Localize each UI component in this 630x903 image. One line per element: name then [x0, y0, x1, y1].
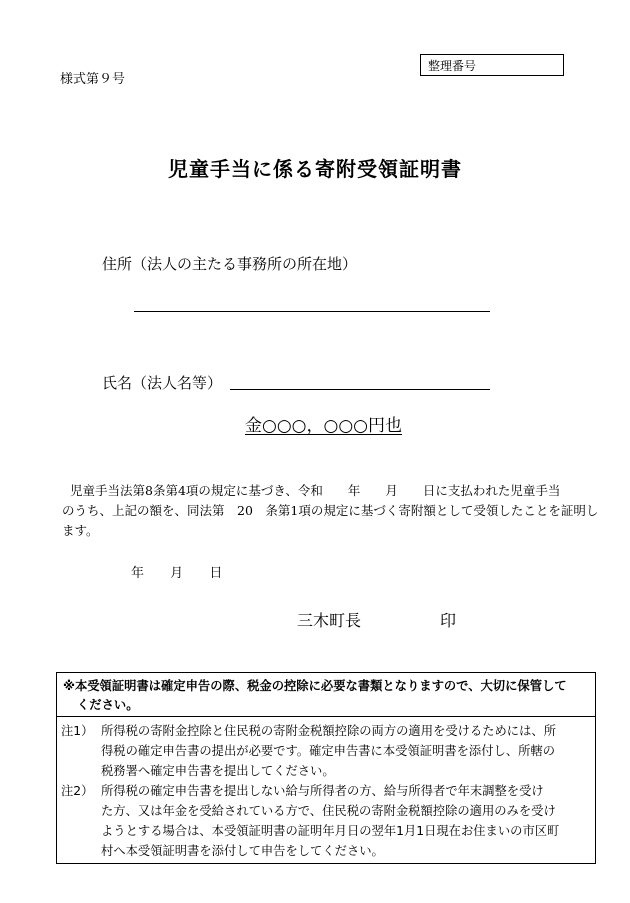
note-line: 税務署へ確定申告書を提出してください。	[101, 764, 335, 778]
notice-heading	[57, 673, 595, 717]
date-day: 日	[209, 566, 223, 581]
notes-box	[56, 672, 596, 864]
note-line: ようとする場合は、本受領証明書の証明年月日の翌年1月1日現在お住まいの市区町	[101, 824, 560, 838]
note-line: た方、又は年金を受給されている方で、住民税の寄附金税額控除の適用のみを受け	[101, 804, 556, 818]
mayor-title: 三木町長	[297, 611, 362, 630]
note-line: 村へ本受領証明書を添付して申告をしてください。	[101, 844, 384, 858]
address-line	[134, 311, 490, 312]
body-line: ます。	[62, 523, 99, 538]
seiri-bango-box: 整理番号	[420, 54, 564, 76]
name-label: 氏名（法人名等）	[102, 374, 223, 392]
note-label: 注2）	[61, 784, 94, 798]
document-title: 児童手当に係る寄附受領証明書	[168, 157, 462, 181]
form-number: 様式第９号	[60, 72, 126, 87]
date-year: 年	[131, 566, 145, 581]
name-line	[230, 389, 490, 390]
note-line: 得税の確定申告書の提出が必要です。確定申告書に本受領証明書を添付し、所轄の	[101, 744, 556, 758]
address-label: 住所（法人の主たる事務所の所在地）	[102, 255, 358, 273]
date-line	[131, 562, 244, 581]
notice-line: ※本受領証明書は確定申告の際、税金の控除に必要な書類となりますので、大切に保管して	[63, 679, 567, 693]
seal-mark: 印	[440, 611, 457, 630]
notice-line: ください。	[77, 698, 139, 712]
donation-amount: 金○○○，○○○円也	[245, 416, 403, 436]
note-line: 所得税の寄附金控除と住民税の寄附金税額控除の両方の適用を受けるためには、所	[101, 724, 556, 738]
note-text	[101, 781, 559, 861]
body-line: のうち、上記の額を、同法第 20 条第1項の規定に基づく寄附額として受領したことを証明し	[62, 503, 599, 518]
note-text	[101, 721, 556, 781]
body-line: 児童手当法第8条第4項の規定に基づき、令和 年 月 日に支払われた児童手当	[70, 483, 561, 498]
certification-paragraph	[62, 481, 599, 541]
note-label: 注1）	[61, 724, 94, 738]
date-month: 月	[170, 566, 184, 581]
note-line: 所得税の確定申告書を提出しない給与所得者の方、給与所得者で年末調整を受け	[101, 784, 544, 798]
